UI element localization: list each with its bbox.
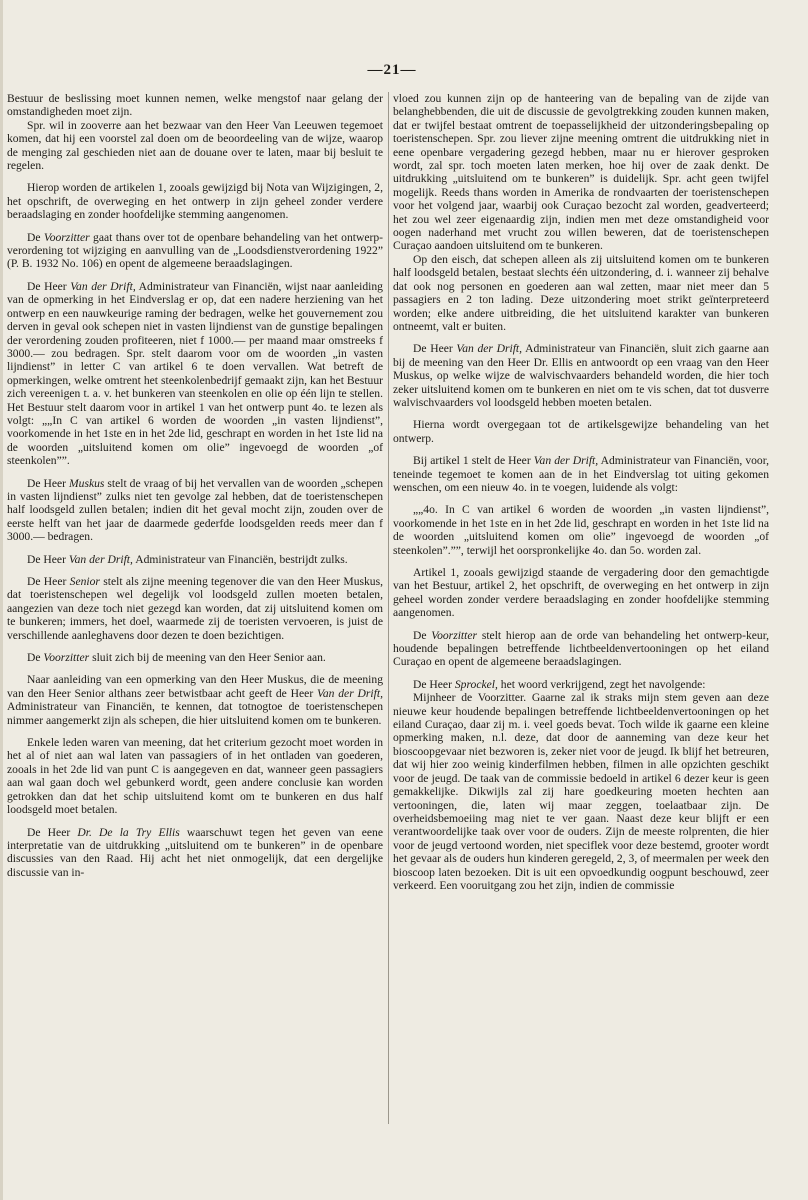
left-column: [7, 92, 383, 888]
speaker-name: Dr. De la Try Ellis: [77, 825, 180, 839]
paragraph-text: Administrateur van Financiën, te kennen, dat totnogtoe de toeristenschepen nimmer aangemerkt zijn als schepen, die hier uitsluitend komen om te bunkeren.: [7, 700, 383, 727]
paragraph-text: Naar aanleiding van een opmerking van den Heer Muskus, die de meening van den Heer Senior althans zeer betwistbaar acht geeft de Heer: [7, 673, 383, 700]
paragraph: [7, 477, 383, 544]
paragraph: [393, 342, 769, 409]
paragraph: [393, 454, 769, 494]
paragraph-text: De Heer: [27, 476, 69, 490]
paragraph: [7, 280, 383, 468]
paragraph-text: Administrateur van Financiën, wijst naar aanleiding van de opmerking in het Eindverslag er op, dat een nadere herziening van het ontwerp en een nauwkeurige raming der bedragen, welke het gouvernement zou derven in geval ook schepen niet in vasten lijndienst van de gunstige bepalingen der verordening zouden profiteeren, niet f 1000.— per maand maar omstreeks f 3000.— zou bedragen. Spr. stelt daarom voor om de woorden „in vasten lijndienst” in letter C van artikel 6 te doen vervallen. Wat betreft de opmerkingen, welke omtrent het steenkolenbedrijf gemaakt zijn, kan het Bestuur zich vereenigen t. a. v. het bunkeren van steenkolen en olie op één lijn te stellen. Het Bestuur stelt daarom voor in artikel 1 van het ontwerp punt 4o. te lezen als volgt: „„In C van artikel 6 worden de woorden „in vasten lijndienst”, voorkomende in het 1ste en in het 2de lid, geschrapt en worden in het 1ste lid na de woorden „uitsluitend komen om olie” ingevoegd de woorden „of steenkolen””.: [7, 279, 383, 468]
paragraph: [7, 553, 383, 566]
paragraph: [393, 678, 769, 691]
paragraph-text: De: [413, 628, 432, 642]
paragraph-text: stelt hierop aan de orde van behandeling het ontwerp-keur, houdende bepalingen betreffende lichtbeeldenvertooningen op het eiland Curaçao en opent de algemeene beraadslagingen.: [393, 628, 770, 669]
paragraph-text: De Heer: [27, 552, 69, 566]
speaker-name: Van der Drift,: [70, 279, 136, 293]
speaker-name: Voorzitter: [43, 230, 90, 244]
paragraph: [7, 673, 383, 727]
paragraph-text: De: [27, 230, 44, 244]
paragraph: [7, 92, 383, 119]
speaker-name: Van der Drift,: [456, 342, 523, 356]
paragraph: [393, 691, 769, 892]
paragraph: [393, 418, 769, 445]
paragraph-text: Artikel 1, zooals gewijzigd staande de vergadering door den gemachtigde van het Bestuur, artikel 2, het opschrift, de overweging en het ontwerp in zijn geheel worden zonder verdere beraadslaging en zonder hoofdelijke stemming aangenomen.: [393, 566, 769, 620]
paragraph-text: stelt de vraag of bij het vervallen van de woorden „schepen in vasten lijndienst” zulks niet ten gevolge zal hebben, dat de toeristenschepen half loodsgeld zullen betalen; indien dit het geval mocht zijn, zouden over de eerste helft van het jaar de daarmede gederfde loodsgelden reeds meer dan f 3000.— bedragen.: [7, 476, 383, 544]
paragraph-text: Bij artikel 1 stelt de Heer: [413, 454, 534, 468]
paragraph: [393, 503, 769, 557]
paragraph-text: De Heer: [27, 279, 71, 293]
paragraph: [393, 92, 769, 253]
paragraph-text: Op den eisch, dat schepen alleen als zij uitsluitend komen om te bunkeren half loodsgeld betalen, bestaat slechts één uitzondering, d. i. wanneer zij behalve dat ook nog personen en goederen aan wal zetten, maar niet meer dan 5 passagiers en 2 ton lading. Deze uitzondering moet strikt geïnterpreteerd worden; elke andere uitbreiding, die het uitsluitend karakter van bunkeren ontneemt, valt er buiten.: [393, 252, 769, 333]
paragraph-text: Enkele leden waren van meening, dat het criterium gezocht moet worden in het al of niet aan wal laten van passagiers of in het ontladen van goederen, zooals in het 2de lid van punt C is aangegeven en dat, wanneer geen passagiers aan wal gaan doch wel gebunkerd wordt, geen andere conclusie kan worden getrokken dan dat het schip uitsluitend komt om te bunkeren en dus half loodsgeld moet betalen.: [7, 736, 383, 817]
paragraph: [393, 253, 769, 333]
paragraph-text: waarschuwt tegen het geven van eene interpretatie van de uitdrukking „uitsluitend om te bunkeren” in de openbare discussies van den Raad. Hij acht het niet onmogelijk, dat een dergelijke discussie van in-: [7, 825, 383, 879]
paragraph-text: De Heer: [27, 575, 70, 588]
paragraph-text: „„4o. In C van artikel 6 worden de woorden „in vasten lijndienst”, voorkomende in het 1ste en in het 2de lid, geschrapt en worden in het 1ste lid na de woorden „uitsluitend komen om olie” ingevoegd de woorden „of steenkolen”.””, terwijl het oorspronkelijke 4o. dan 5o. worden zal.: [393, 503, 769, 557]
paragraph-text: De Heer: [413, 677, 455, 691]
paragraph-text: De Heer: [413, 342, 457, 356]
paragraph: [393, 629, 769, 669]
paragraph: [393, 566, 769, 620]
paragraph-text: sluit zich bij de meening van den Heer Senior aan.: [89, 651, 326, 665]
paragraph-text: gaat thans over tot de openbare behandeling van het ontwerp-verordening tot wijziging en aanvulling van de „Loodsdienstverordening 1922” (P. B. 1932 No. 106) en opent de algemeene beraadslagingen.: [7, 230, 383, 271]
paragraph: [7, 119, 383, 173]
speaker-name: Muskus: [68, 476, 105, 490]
paragraph: [7, 181, 383, 221]
speaker-name: Voorzitter: [43, 651, 90, 665]
paragraph-text: Administrateur van Financiën, sluit zich gaarne aan bij de meening van den Heer Dr. Ellis en antwoordt op een vraag van den Heer Muskus, op welke wijze de walvischvaarders behandeld worden, die hier toch zeker uitsluitend komen om te bunkeren en niet om te vis schen, dat tot dusverre walvischvaarders vol loodsgeld hebben moeten betalen.: [393, 342, 769, 409]
paragraph-text: stelt als zijne meening tegenover die van den Heer Muskus, dat toeristenschepen wel degelijk vol loodsgeld zullen moeten betalen, aangezien van deze toch niet gezegd kan worden, dat zij uitsluitend komen om te bunkeren; immers, het doel, waarmede zij de toeristen vervoeren, is juist de verschillende aanleghavens door dezen te doen bezichtigen.: [7, 575, 384, 642]
paragraph-text: Administrateur van Financiën, bestrijdt zulks.: [132, 552, 348, 566]
column-divider: [388, 92, 389, 1124]
paragraph-text: Bestuur de beslissing moet kunnen nemen, welke mengstof naar gelang der omstandigheden moet zijn.: [7, 92, 383, 119]
page-number: —21—: [367, 62, 417, 78]
paragraph: [7, 826, 383, 880]
paragraph-text: Administrateur van Financiën, voor, teneinde tegemoet te komen aan de in het Eindverslag tot uiting gekomen wenschen, om een nieuw 4o. in te voegen, luidende als volgt:: [393, 454, 770, 494]
paragraph: [7, 736, 383, 816]
paragraph-text: Spr. wil in zooverre aan het bezwaar van den Heer Van Leeuwen tegemoet komen, dat hij een voorstel zal doen om de beoordeeling van de wijze, waarop de menging zal geschieden niet aan de douane over te laten, maar bij besluit te regelen.: [7, 118, 383, 173]
paragraph: [7, 575, 383, 642]
right-column: [393, 92, 769, 901]
speaker-name: Van der Drift,: [68, 552, 133, 566]
speaker-name: Voorzitter: [431, 628, 478, 642]
paragraph-text: vloed zou kunnen zijn op de hanteering van de bepaling van de zijde van belanghebbenden, die uit de discussie de gevolgtrekking zouden kunnen maken, dat er twijfel bestaat omtrent de toepasselijkheid der uitzonderingsbepaling op toeristenschepen. Spr. zou liever zijne meening omtrent die uitdrukking niet in eene openbare vergadering gezegd hebben, maar nu er hierover gesproken wordt, zal spr. toch moeten laten merken, hoe hij over de zaak denkt. De uitdrukking „uitsluitend om te bunkeren” is duidelijk. Spr. acht geen twijfel mogelijk. Reeds thans worden in Amerika de rondvaarten der toeristenschepen voor het volgend jaar, waarbij ook Curaçao bezocht zal worden, geadverteerd; het zou wel zeer eigenaardig zijn, indien men met deze omstandigheid voor oogen naderhand met vrucht zou willen beweren, dat de toeristenschepen Curaçao aandoen uitsluitend om te bunkeren.: [393, 92, 769, 253]
paragraph-text: Hierna wordt overgegaan tot de artikelsgewijze behandeling van het ontwerp.: [393, 418, 769, 445]
paragraph-text: De: [27, 651, 44, 665]
paragraph-text: Mijnheer de Voorzitter. Gaarne zal ik straks mijn stem geven aan deze nieuwe keur houdende bepalingen betreffende lichtbeeldenvertooningen op het eiland Curaçao, daar zij m. i. veel goeds bevat. Toch wilde ik gaarne een kleine opmerking maken, n.l. deze, dat door de aanneming van deze keur het bioscoopgevaar niet bezworen is, zeker niet voor de jeugd. Ik blijf het betreuren, dat wij hier zoo weinig kinderfilmen hebben, filmen in alle opzichten geschikt voor de jeugd. De taak van de commissie bedoeld in artikel 6 dezer keur is geen gemakkelijke. Dikwijls zal zij hare goedkeuring moeten hechten aan vertooningen, die, laten wij maar zeggen, toelaatbaar zijn. De overheidsbemoeiing mag niet te ver gaan. Naast deze keur blijft er een verantwoordelijke taak over voor de ouders. Zijn de meeste rolprenten, die hier voor de jeugd vertoond worden, niet speciflek voor deze bestemd, grooter wordt het gevaar als de ouders hun kinderen geregeld, 2, 3, of meermalen per week den bioscoop laten bezoeken. Dit is uit een opvoedkundig oogpunt beschouwd, zeer verkeerd. Een vooruitgang zou het zijn, indien de commissie: [393, 691, 769, 892]
speaker-name: Senior: [69, 575, 100, 588]
paragraph-text: het woord verkrijgend, zegt het navolgende:: [497, 677, 706, 691]
paragraph: [7, 651, 383, 664]
paragraph-text: Hierop worden de artikelen 1, zooals gewijzigd bij Nota van Wijzigingen, 2, het opschrift, de overweging en het ontwerp in zijn geheel zonder verdere beraadslaging en zonder hoofdelijke stemming aangenomen.: [7, 181, 383, 222]
speaker-name: Van der Drift,: [317, 686, 383, 700]
paragraph-text: De Heer: [27, 825, 78, 839]
speaker-name: Sprockel,: [454, 677, 498, 691]
page-edge: [0, 0, 3, 1200]
speaker-name: Van der Drift,: [533, 454, 599, 468]
paragraph: [7, 231, 383, 271]
